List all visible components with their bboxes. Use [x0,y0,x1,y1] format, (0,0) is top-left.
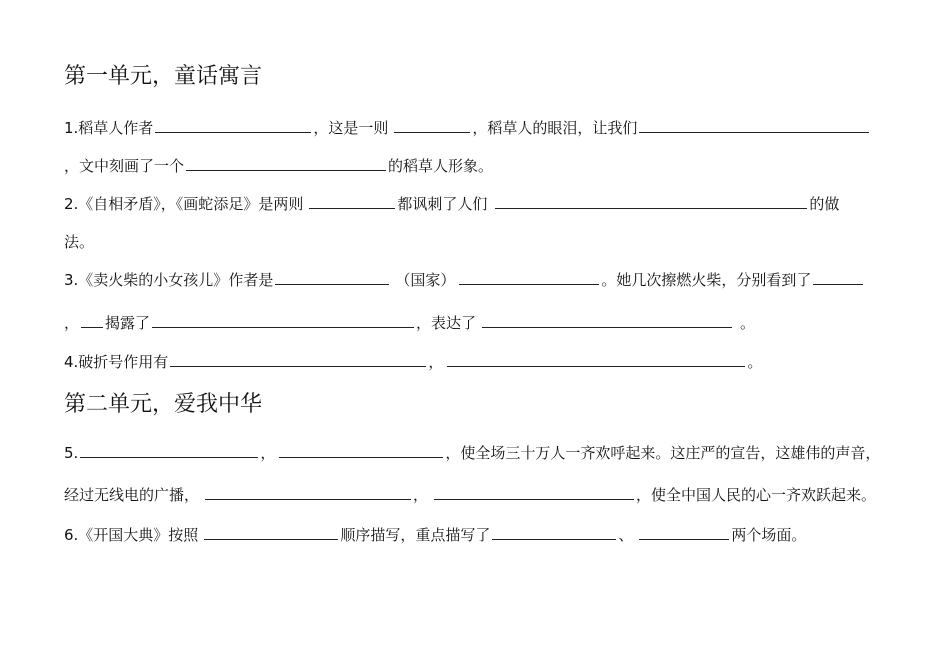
q1-text-4: ，文中刻画了一个 [64,157,185,175]
q3-text-3: 。她几次擦燃火柴，分别看到了 [601,271,812,289]
q5-text-2: ， [260,444,276,462]
q3-text-7: 。 [740,314,756,332]
q1-text-1: 1.稻草人作者 [64,119,154,137]
q3-text-2: （国家） [395,271,456,289]
q4-text-1: 4.破折号作用有 [64,353,169,371]
q5-quote-blank-3[interactable] [205,485,411,500]
q4-text-2: ， [428,353,444,371]
q6-text-3: 、 [618,526,634,544]
q6-order-blank[interactable] [204,525,338,540]
q1-text-5: 的稻草人形象。 [388,157,494,175]
q3-text-5: 揭露了 [105,314,151,332]
q3-reveal-blank[interactable] [152,313,414,328]
q5-line-1 [64,443,880,463]
q2-text-1: 2.《自相矛盾》，《画蛇添足》是两则 [64,195,304,213]
q5-text-5: ， [413,486,429,504]
q1-author-blank[interactable] [155,118,311,133]
q3-visions-blank[interactable] [813,270,863,285]
q5-text-4: 经过无线电的广播， [64,486,200,504]
q6-scene-blank-1[interactable] [492,525,616,540]
q3-line-1 [64,270,865,290]
q2-line-1 [64,194,839,214]
q3-country-blank[interactable] [459,270,599,285]
q4-function-blank-2[interactable] [447,352,745,367]
q2-text-3: 的做 [809,195,840,213]
q2-text-4: 法。 [64,233,95,251]
q4-line [64,352,762,372]
q3-express-blank[interactable] [482,313,732,328]
q1-genre-blank[interactable] [394,118,470,133]
q1-line-1 [64,118,871,138]
q6-text-2: 顺序描写，重点描写了 [340,526,491,544]
q2-line-2 [64,232,94,252]
unit1-heading: 第一单元，童话寓言 [64,64,263,89]
q3-line-2 [64,313,755,333]
q1-text-3: ，稻草人的眼泪，让我们 [472,119,638,137]
q3-author-blank[interactable] [275,270,389,285]
q5-text-1: 5. [64,444,79,462]
q3-text-1: 3.《卖火柴的小女孩儿》作者是 [64,271,274,289]
q2-genre-blank[interactable] [309,194,395,209]
q5-text-6: ，使全中国人民的心一齐欢跃起来。 [636,486,877,504]
q6-text-1: 6.《开国大典》按照 [64,526,199,544]
q3-text-6: ，表达了 [416,314,477,332]
q1-image-blank[interactable] [186,156,386,171]
q5-quote-blank-2[interactable] [279,443,443,458]
q4-text-3: 。 [747,353,763,371]
q5-quote-blank-1[interactable] [80,443,258,458]
unit2-heading: 第二单元，爱我中华 [64,392,263,417]
q5-line-2 [64,485,876,505]
q6-line [64,525,806,545]
q2-behavior-blank[interactable] [495,194,807,209]
q1-text-2: ，这是一则 [313,119,389,137]
q3-text-4: ， [64,314,80,332]
q5-text-3: ，使全场三十万人一齐欢呼起来。这庄严的宣告，这雄伟的声音， [445,444,881,462]
q2-text-2: 都讽刺了人们 [397,195,488,213]
q3-visions-blank-2[interactable] [81,313,103,328]
q1-line-2 [64,156,493,176]
q6-scene-blank-2[interactable] [639,525,729,540]
q5-quote-blank-4[interactable] [434,485,634,500]
q6-text-4: 两个场面。 [731,526,807,544]
q4-function-blank-1[interactable] [170,352,426,367]
q1-meaning-blank[interactable] [639,118,869,133]
